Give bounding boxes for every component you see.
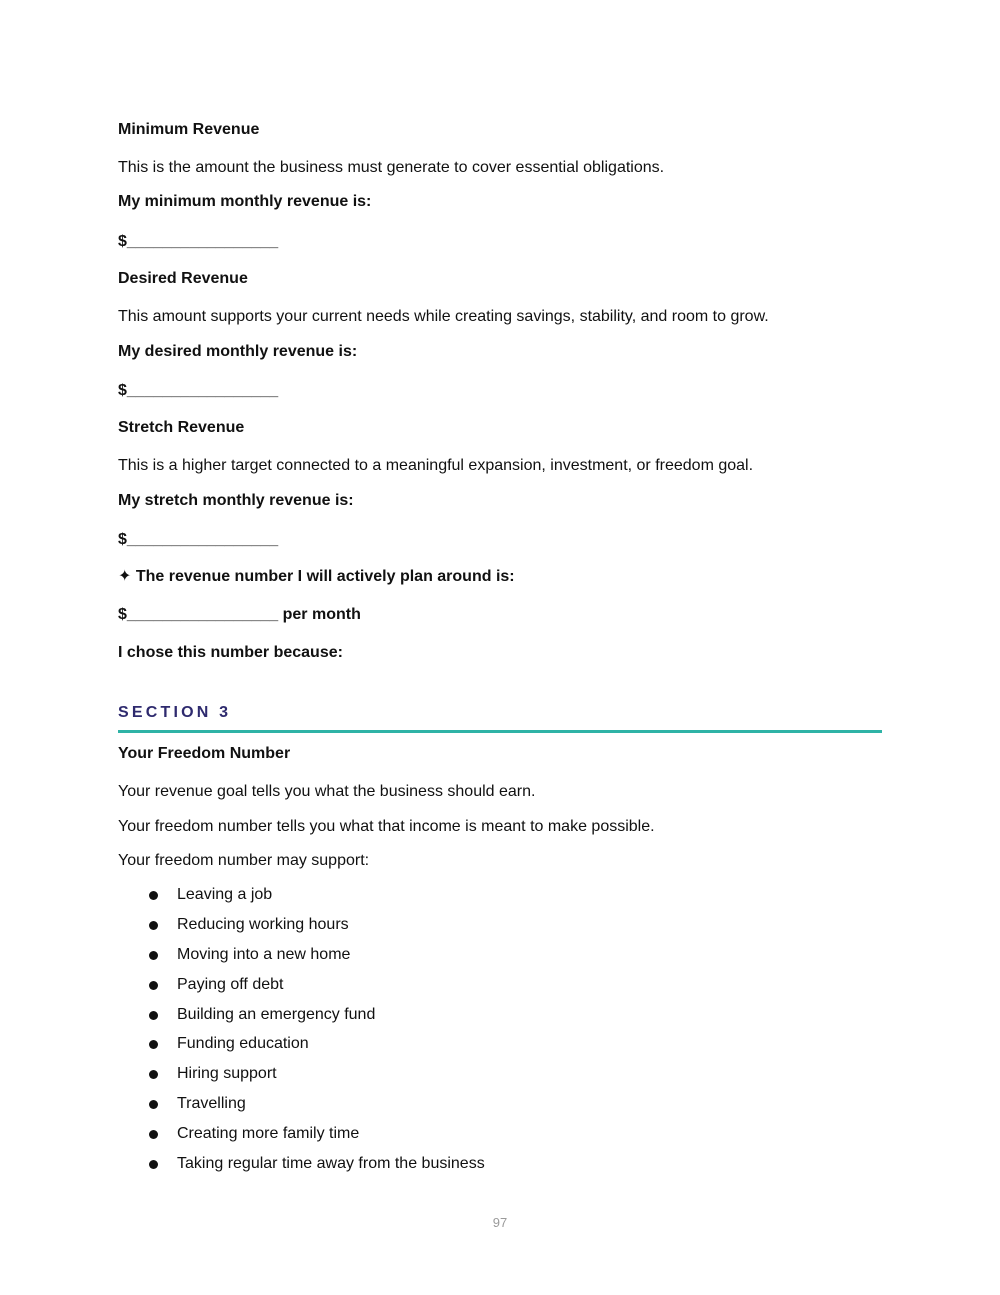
section-divider xyxy=(118,730,882,733)
list-item: Leaving a job xyxy=(118,885,485,915)
plan-revenue-prompt: ✦ The revenue number I will actively plan around is: xyxy=(118,568,515,585)
bullet-icon xyxy=(149,1070,158,1079)
desired-revenue-description: This amount supports your current needs while creating savings, stability, and room to grow. xyxy=(118,308,769,325)
stretch-revenue-prompt: My stretch monthly revenue is: xyxy=(118,492,354,509)
bullet-icon xyxy=(149,951,158,960)
list-item: Travelling xyxy=(118,1094,485,1124)
list-item: Hiring support xyxy=(118,1064,485,1094)
bullet-icon xyxy=(149,1130,158,1139)
desired-revenue-blank[interactable]: $_________________ xyxy=(118,382,279,399)
list-item: Creating more family time xyxy=(118,1124,485,1154)
bullet-icon xyxy=(149,891,158,900)
section-paragraph-3: Your freedom number may support: xyxy=(118,852,370,869)
section-heading: Your Freedom Number xyxy=(118,745,291,762)
bullet-icon xyxy=(149,981,158,990)
bullet-icon xyxy=(149,1011,158,1020)
stretch-revenue-heading: Stretch Revenue xyxy=(118,419,245,436)
bullet-icon xyxy=(149,1040,158,1049)
list-item: Building an emergency fund xyxy=(118,1005,485,1035)
section-label: SECTION 3 xyxy=(118,704,232,721)
bullet-icon xyxy=(149,1100,158,1109)
bullet-icon xyxy=(149,1160,158,1169)
desired-revenue-prompt: My desired monthly revenue is: xyxy=(118,343,358,360)
plan-revenue-blank[interactable]: $_________________ per month xyxy=(118,606,361,623)
list-item: Paying off debt xyxy=(118,975,485,1005)
list-item: Reducing working hours xyxy=(118,915,485,945)
minimum-revenue-prompt: My minimum monthly revenue is: xyxy=(118,193,372,210)
stretch-revenue-blank[interactable]: $_________________ xyxy=(118,531,279,548)
desired-revenue-heading: Desired Revenue xyxy=(118,270,248,287)
section-paragraph-1: Your revenue goal tells you what the business should earn. xyxy=(118,783,536,800)
page-number: 97 xyxy=(492,1215,508,1230)
list-item: Taking regular time away from the business xyxy=(118,1154,485,1184)
minimum-revenue-heading: Minimum Revenue xyxy=(118,121,260,138)
stretch-revenue-description: This is a higher target connected to a meaningful expansion, investment, or freedom goal. xyxy=(118,457,754,474)
section-paragraph-2: Your freedom number tells you what that income is meant to make possible. xyxy=(118,818,655,835)
minimum-revenue-description: This is the amount the business must generate to cover essential obligations. xyxy=(118,159,665,176)
reason-prompt: I chose this number because: xyxy=(118,644,343,661)
bullet-icon xyxy=(149,921,158,930)
list-item: Funding education xyxy=(118,1034,485,1064)
list-item: Moving into a new home xyxy=(118,945,485,975)
freedom-list xyxy=(118,885,485,1184)
minimum-revenue-blank[interactable]: $_________________ xyxy=(118,233,279,250)
